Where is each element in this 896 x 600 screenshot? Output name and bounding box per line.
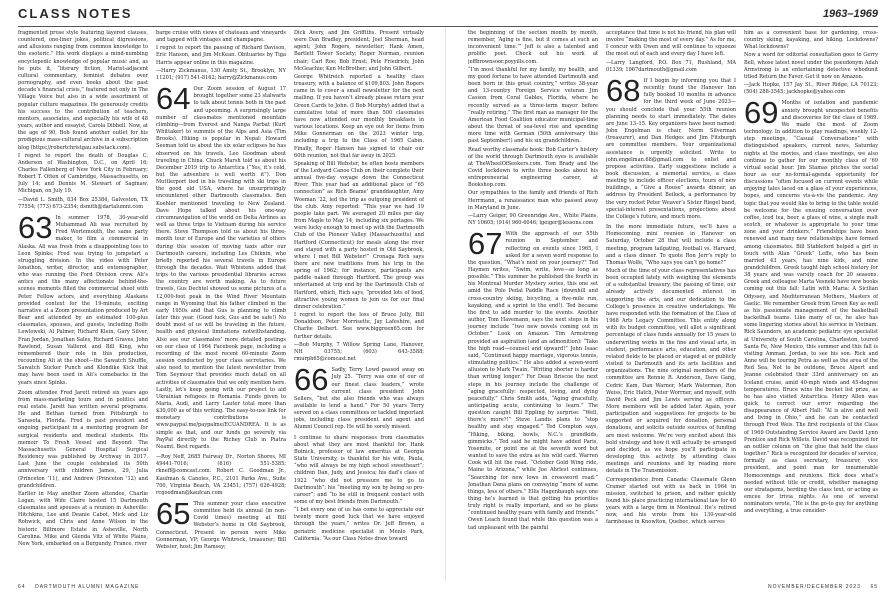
paragraph: “I’m most thankful for my family, my health, and my good fortune to have attended Dartmouth and been born in this great country,” writes 38-year and 13-country Foreign Service veteran Jim Casson from Coral Gables, Florida, where he recently served as a three-term mayor before “really retiring.” The first man as manager for the American Food Coalition educator municipal-time about the threat of sea-level rise and spending more time with German (50th anniversary this past September!) and his six grandchildren. <box>468 66 598 145</box>
class-year-number: 67 <box>468 226 503 262</box>
class-entry-1968 <box>606 72 736 221</box>
class-year-number: 69 <box>744 95 779 131</box>
class-entry-1966 <box>294 362 424 431</box>
paragraph: the beginning of the section month by month, remember, ‘Aging is fine, but it comes at such an inconvenient time.’” Jeff is also a talented and prolific poet. Check out his work at jeffbrownsoor.poyyills.com. <box>468 30 598 65</box>
correspondent-signature: —Jack Hopke, 157 Jay St., River Ridge, LA 70123; (504) 288-3545; jackhopke@yahoo.com <box>744 82 878 96</box>
correspondent-signature: —Harry Zickmanus, 130 Amity St., Brooklyn, NY 11201; (917) 541-8162; harry@Zickmanus.com <box>156 67 286 81</box>
magazine-title: DARTMOUTH ALUMNI MAGAZINE <box>35 584 140 590</box>
issue-date: NOVEMBER/DECEMBER 2023 <box>768 584 861 590</box>
class-entry-text: If I begin by informing you that I recently found the Hanover Inn fully booked 10 months in advance for the third week of June 2023—you should conclude that your 55th reunion planning needs to start immediately. The dates are June 13–15. Key organizers have been named: John Engelman is chair, Norm Silverman (treasurer), and Dan Hedges and Jim Fitzburgh are committee members. Your organizational assistance is urgently solicited. Write to john.engelman.68@gmail.com to enlist and propose activities. Early suggestions include a book discussion, a memorial service, a class meeting to include officer elections, tours of new buildings, a “Give a Rouse” awards dinner, an address by President Beilock, a performance by the very rocket Peter Weaver’s Sister Riegel band, special-interest presentations, projections about the College’s future, and much more. <box>606 77 736 220</box>
section-title: CLASS NOTES <box>18 6 133 21</box>
column-2 <box>156 30 286 578</box>
year-range: 1963–1969 <box>822 8 878 20</box>
page-number-right: 65 <box>870 584 878 590</box>
paragraph: Much of the time of your class representatives has been occupied lately with weighing the elements of a substantial treasury, the passing of time, our already actively documented interest in supporting the arts, and our dedication to the College’s presence in creative undertakings. We have responded with the formation of the Class of 1968 Arts Legacy Committee. This entity along with its budget committee, will allot a significant percentage of class funds annually for 15 years to underwriting works in the fine and visual arts, in student, performance arts, education, and other related fields to be placed or staged at or publicly visited to Dartmouth and its arts facilities and organizations. The nine original members of the committee are Rennie R. Anderson, Dave Gang, Cedric Kam, Dan Warner, Mark Waterman, Ron Weiss, Eric Hatch, Peter Worrner, and myself, with David Peck and Jim Lewis serving as officers. More members will be added later. Again, your participation and suggestions for projects to be supported or acquired for donation, personal donations, and solicits outside sources of funding are most welcome. We’re very excited about this bold strategy and how it will actually be arranged and decided, as we hope you’ll participate in developing this activity by attending class meetings and reunions and by reading more details in The Transmission. <box>606 268 736 475</box>
class-entry-1965 <box>156 496 286 551</box>
paragraph: George Whitreich reported a healthy class treasury, with a balance of $109,803. John Rogers came in to cover a small newsletter for the next mailing. If you haven’t already please return your Green Cards to John. (I Bob Murphy) added that a cumulative total of more than 500 classmates have now attended our monthly breakfasts in various locations. Keep an eye out for items from Mike Gonnerman on the 2023 winter trip, including a trip to the Class of 1965 Cabin. Finally, Roger Hansen has signed to chair our 60th reunion, not that far away in 2025. <box>294 73 424 159</box>
paragraph: him as a convenient base for gardening, cross-country skiing, kayaking, and hiking. Lockdowns? What lockdowns? <box>744 30 878 51</box>
class-entry-text: Our Zoom session of August 17 brought together some 23 stalwarts to talk about tennis both in the past and upcoming. A surprisingly large number of classmates mentioned mountain climbing—from Everest and Nanga Parbat (Kurt Whittaker) to summits of the Alps and Asia (Tim Brooks). Hiking is popular in Nepal: Howard Seeman told us about the six solar eclipses he has observed on his travels. Leo Goodman about traveling in China. Chuck Marsh told us about his December 2019 trip to Antarctica (“Yes, it’s cold, but the adventure is well worth it”). Don Muttlerport tied in his traveling with ski trips in the good old USA, where he unsurprisingly encountered other Dartmouth classmates. Ben Koehler mentioned traveling to New Zealand. Dave Hope talked about his one-way circumnavigation of the world on Delta Airlines as well as three trips to Vietnam during his service there. Steve Thompson told us about his three-month tour of Europe and the varieties of others during this session of moving taxis after our Dartmouth careers, including Les Chiknin, who briefly reported his several travels in Europe through the decades. Wait Whistens added that trips to the various presidential libraries across the country are worth making. As to future travels, Gus Dechtel showed us some pictures of a 12,000-foot peak in the Wind River Mountain range in Wyoming that his father climbed in the early 1950s and that Gus is planning to climb later this year. (Good luck, Gus and be safe!) No doubt most of us will be traveling in the future, health and physical limitations notwithstanding. Also see our classmates’ more detailed postings on our class of 1964 Facebook page, including a recording of the most recent 60-minute Zoom session conducted by your class secretaries. We also need to mention the latest newsletter from Tom Seymour that provides much detail on all activities of classmates that we only mention here. Lastly, let’s keep going with our project to aid Ukrainian refugees in Romania. Funds given to Maria, Audi, and Larry Lauter total more than $30,000 as of this writing. The easy-to-use link for monetary contributions is www.paypal.me/paypalme/ECUANDREA. It is as simple as that, and our funds go severely via PayPal directly to the Richey Club in Piatra Neamt. Best regards. <box>156 86 286 450</box>
footer-left <box>18 584 139 590</box>
footer-right <box>768 584 878 590</box>
class-year-number: 66 <box>294 362 329 398</box>
paragraph: “I bet every one of us has come to appreciate our twenty more good luck that we have enjoyed through the years,” writes Dr. Jeff Brown, a geriatric medicine specialist in Menlo Park, California. “As our Class Notes draw toward <box>294 507 424 542</box>
paragraph: I regret to report the passing of Richard Davison, Eric Hanson, and Jim McKean. Obituaries by Tiga Harris appear online in this magazine. <box>156 45 286 66</box>
correspondent-signature: —David L. Smith, 834 Box 25384, Galveston, TX 77554; (773) 673-2354; dsmith@dartalumni.com <box>18 196 148 210</box>
class-entry-text: Sadly, Terry Lowd passed away on July 25. “Terry was one of our of our finest class leaders,” wrote current class president John Sellers, “but she also friends who was always available to lend a hand.” For 50 years Terry served on a class committees or tackled important jobs, including class president and agent and Alumni Council rep. He will be sorely missed. <box>294 367 424 431</box>
column-5 <box>606 30 736 578</box>
column-1 <box>18 30 148 578</box>
class-entry-1967 <box>468 226 598 532</box>
class-year-number: 63 <box>18 209 53 245</box>
paragraph: Now a word for editorial consultation goes to Gerry Bell, whose latest novel under the pseudonym Adah Armstrong is an entertaining detective whodunit titled Return the Favor. Get it now on Amazon. <box>744 52 878 80</box>
paragraph: acceptance that time is not his friend, his plan will involve “making the most of every day.” As for me, I concur with Owen and will continue to squeeze the most out of each and every day I have left. <box>606 30 736 58</box>
column-3 <box>294 30 424 578</box>
class-year-number: 68 <box>606 72 641 108</box>
paragraph: fragmented prose style featuring layered clauses, countered, one-liner jokes, political digressions, and allusions ranging from common knowledge to the esoteric.” His work displays a mind-numbing encyclopedic knowledge of popular music and, as he puts it, “literary fiction, Marist-adjacent cultural commentary, feminist debates over pornography, and even books about the past decade’s financial crisis,” featured not only in The Village Voice but also in a wide assortment of popular culture magazines. He generously credits his success to the contribution of teachers, mentors, associates, and especially his wife of 48 years, author and essayist, Carola Dibbell. Now, at the age of 90, Bob found another outlet for his prodigious mass-cultural archive in a subscription blog (https://robertchristgau.substack.com). <box>18 30 148 151</box>
correspondent-signature: —Roy Neff, 2685 Fairway Dr., Norton Shores, MI 49441-7016; (616) 551-5385; rkneff@comcast.com. Robert C. Goodman Jr., Kaufman & Canoles, P.C., 2101 Parks Ave., Suite 700, Virginia Beach, VA 23451; (757) 626-4928; rcgoodman@kaufcan.com <box>156 454 286 496</box>
class-entry-text: Months of isolation and pandemic anxiety brought unexpected benefits and discoveries for the class of 1969. We made the most of Zoom technology. In addition to play readings, weekly 12-step meetings, “Casual Conversations” with distinguished speakers, current news, Saturday nights at the movies, and class meetings, we also continue to gather for our monthly class of ’69 virtual social hour. Jim Stamas pitches the social hour as our no-formal-agenda opportunity for discussions “often focused on current events while enjoying tales laced on a glass of your experiences, hopes, and concerns vis-à-vis the pandemic. Any topic that you would like to bring to the table would be welcome for the ensuing conversation over coffee, iced tea, beer, a glass of wine, a single malt scotch, or whatever is appropriate to your time zone and your drinkers.” Friendships have been renewed and many new relationships have formed among classmates. Bill Stableford helped a girl in touch with Alan “Greek” Leffe, who has been married 43 years, has nine kids, and nine grandchildren. Greek taught high school history for 38 years and was varsity coach for 20 seasons. Greek and colleague Marta Vesneki have new books coming out this fall: Latin with Maria: A Sicilian Odyssey, and Mediterranean Mothers, Masters of Gaelic. We remember Greek from Green Key as well as his passionate management of the basketball backetball teams. Like many of us, he also has some lingering stories about his service in Vietnam. Rick Saunders, an academic pediatric eye specialist at University of South Carolina, Charleston, toured Santa Fe, New Mexico, this summer and this fall is visiting Amman, Jordan, to see his son. Rick and Anne will be touring Petra as well as the area of the Red Sea. Not to be outdone, Bruce Alpert and Jeanne celebrated their 33rd anniversary on an Iceland cruise, amid 40-mph winds and 45-degree temperatures. Bruce wins the bucket list prize, as he has also visited Antarctica. Henry Allen was quick to correct our error regarding the disappearance of Albert Hall: “Al is alive and well and living in Ohio,” and he can be contacted through Fred Weis. The first recipients of the Class of 1969 Outstanding Service Award are David Lynn Prentice and Rick Willets. David was recognized for an outlier column on “the glue that held the class together.” Rick is recognized for decades of service, formally as class secretary, treasurer, vice president, and point man for innumerable Homecomings and reunions. Rick does what’s needed without title or credit, whether managing our stratagems, herding the class text, or acting as emcee for trivia nights. As one of several nominators wrote, “He is the go-to guy for anything and everything, a true consider- <box>744 100 878 515</box>
paragraph: I continue to share responses from classmates about what they are most thankful for. Hank Botnick, professor of law emeritus at Georgia State University, is thankful for his wife, Paula, “who will always be my high school sweetheart”; children Dan, Judy, and Jessica; his dad’s class of 1922 “who did not pressure me to go to Dartmouth”; his “meeting my son by being so pro-career”; and “to be still in frequent contact with some of my best friends from Dartmouth.” <box>294 434 424 505</box>
column-4 <box>468 30 598 578</box>
paragraph: Speaking of Bill Webster, he often hosts members of the Ledyard Canoe Club on their complete their annual five-day voyage down the Connecticut River. This year had an additional place of “65 connection” as Rich Beame’ granddaughter, Amy Woeman ’22, led the trip as outgoing president of the club. Amy reported: “This year we had 19 people take part. We averaged 20 miles per day from Maple to May 14, including six portages. We were lucky enough to meet up with the Dartmouth Club of the Pioneer Valley (Massachusetts) and Hartford (Connecticut) for meals along the river and stayed with a party hosted in Old Saybrook, where I met Bill Webster!” Cronaga Rich says there are new traditions from his trip in the spring of 1962; for instance, participants are paddle naked through Hartford. The group was entertained at trip end by the Dartmouth Club of Hartford, which, Rich says, “provided lots of food, attractive young women to join us for our final dinner celebration.” <box>294 160 424 310</box>
paragraph: Dick Avery, and Jim Griffiths. Present virtually were Dan Bradley, president; Joel Sherman, head agent; John Rogers, newsletter; Hank Amen, Bartlett Tower Society; Roger Norman, reunion chair; Carl Roe; Bob Ernst; Pete Friedrich; John McGeachie; Ken McBrother; and John Gilbert. <box>294 30 424 72</box>
column-6 <box>744 30 878 578</box>
correspondent-signature: —Larry Langford, P.O. Box 71, Rushland, MA 01339; 1967dartmouth@gmail.com <box>606 59 736 73</box>
page-header <box>18 6 878 24</box>
class-entry-text: This summer your class executive committee held its annual (in non-Covid times) meeting at Bill Webster’s home in Old Saybrook, Connecticut. Present in person were Mike Gonnerman, VP; George Whitrock, treasurer; Bill Webster, host; Jim Ramsey; <box>156 501 286 550</box>
class-entry-1969 <box>744 95 878 515</box>
paragraph: Read worthy classmate book: Bob Carter’s history of the world through Dartmouth eyes is available at TheWheelOfSeekers.com. Tom Brady and the Covid lockdown to write three books about his entrepreneurial engineering career, at Bookshop.com. <box>468 146 598 189</box>
paragraph: I regret to report the loss of Bruce Jolly, Bill Donaldson, Peter Morrisette, Jay Lafeshire, and Charlie Delhert. See www.biggreen65.com for further details. <box>294 312 424 340</box>
paragraph: Our sympathies to the family and friends of Rich Herrmann, a renaissance man who passed away in Maryland in June. <box>468 190 598 211</box>
page-number-left: 64 <box>18 584 26 590</box>
class-year-number: 65 <box>156 496 191 531</box>
class-entry-1963 <box>18 209 148 387</box>
paragraph: Zoom attendee Fred Jarett retired six years ago from mass-marketing tours and in politics and real estate. Jarett has written several programs. He and Bethan turned from Pittsburgh to Sarasota, Florida. Fred is past president and ongoing participant in a mentoring program for surgical residents and medical students. His memoir To Fresh Vessel and Beyond: The Massachusetts General Hospital Surgical Residency was published by Archway in 2017. Last June the couple celebrated its 50th anniversary with children James, 29, Julia (Princeton ’11), and Andrew (Princeton ’12) and grandchildren. <box>18 389 148 489</box>
header-rule <box>18 26 878 27</box>
correspondent-signature: —Larry Geiger, 90 Greenridge Ave., White Plains, NY 10605; (914) 960-6046; lgeiger@lessons.com <box>468 212 598 227</box>
paragraph: Correspondence from Canada: Classmate Glenn Cramer started out with us back in 1964 in mission, switched to prison, and rather quickly found his place practicing international law for 40 years with a large firm in Montreal. He’s retired now, and his wrote from his 130-year-old farmhouse in Knowlton, Quebec, which serves <box>606 476 736 526</box>
paragraph: Earlier in May another Zoom attendee, Charlie Logan, with Wife Claire hosted 15 Dartmouth classmates and spouses at a reunion in Asheville: Hitchkins, Lee and Deanie Cabot, Mick and Liz Rohwick, and Chris and Anne Wilson in the historic Biltmore Estate in Asheville, North Carolina. Mike and Glenda Vitz of White Plains, New York, embarked on a Burgundy, France, river <box>18 490 148 547</box>
class-entry-1964 <box>156 81 286 451</box>
class-entry-text: In summer 1978, 30-year-old Muhammad Ali was recruited by Fred Wortemouth, the same party maker, to film a commercial in Alaska. Ali was fresh from a disappointing loss to Leon Spinks; Fred was trying to jumpstart a struggling division. In the video with Peter Ionathon, writer, director, and entomographer, who was running the Ford Division crew. Ali’s antics and the many affectionate behind-the-scenes moments filled the commercial shoot with Peter. Fellow actors, and everything Alaskans provided context for the 19-minute, exciting narrative at a Zoom presentation produced by Art Bear and attended by an estimated 100-plus classmates, spouses, and guests, including Rolfe Lowlowski, Al Palmer, Richard Klein, Gary Silver, Fran Jordan, Jonathan Sales, Richard Graves, John Rawlend, Susan Vallerot and Bill King, who remembered their role in this production, recounting Ali at the shoot—the Sawatch Shuffle, Sawatch Sucker Punch and Klondike Kick that may have been used in Ali’s comebacks in the years since Spinks. <box>18 214 148 386</box>
paragraph: barge cruise with views of chateaux and vineyards and tapped with vintages and champagne. <box>156 30 286 44</box>
class-entry-text: With the approach of our 55th reunion in September and reflecting on events since 1965, I asked for a seven word response to the question, “What’s next on your journey?” Ted Haymen writes, “Swim, write, love—as long as possible.” This summer he published the fourth in his Montreal Murder Mystery series, this one set amid the Pole Pedal Paddle Race (downhill and cross-country skiing, bicycling, a five-mile run, kayaking, and a sprint to the end!). Ted became the first to add murder to the events. Another author, Tom Havemann, says the next steps in his journey include “two new novels coming out in October.” Look on Amazon. Tim Armstrong provided an aspiration (and an admonition): “Take the high road—counsel and upward!” John Isaac said, “Continued happy marriage, vigorous tennis, stimulating politics.” He also added a seven-word allusion to Mark Twain, “Writing shorter is harder than writing longer.” For Dean Briscoe the next steps in his journey include the challenge of “aging gracefully: respected, loving, and dying peacefully.” Chris Smith adds, “Aging gracefully, anticipating acute, continuing to learn.” The question caught Bill Eppling by surprise: “Well, there’s more?!” Steve Landis plans to “stop healthy and stay engaged.” Ted Compton says, “Hiking, biking, bowls, N.C.’s grandkids, gimmicks.” Ted said he might have added Paris, Yosemite, or point me at the seventh word but wanted to save the extra as his wild card. Warren Cook will hit the road. “October Gold Wing ride, Maine to Arizona,” while Joe Ahrlest continues, “Searching for new lows in crossword road.” Jonathan Dana plans on conveying “more of same things, less of others.” Ellis Hagenbaugh says one thing he’s learned is that getting his priorities truly right is really important, and so he plans “continued healthy years with family and friends.” Owen Leach found that while this question was a tad unpleasant with the painful <box>468 231 598 531</box>
paragraph: I regret to report the death of Douglas C. Anderson of Washington, D.C., on April 16; Charles Fallenberg of New York City in February; Robert T. Otten of Cambridge, Massachusetts, on July 14; and Dennis M. Stewart of Saginaw, Michigan, on July 19. <box>18 152 148 195</box>
paragraph: In the more immediate future, we’ll have a Homecoming mini reunion in Hanover on Saturday, October 28 that will include a class meeting, program tailgating, football vs. Harvard, and a class dinner. To quote Ron Jerr’s reply to Thomas Wolfe, “Who says you can’t go home?” <box>606 224 736 266</box>
class-year-number: 64 <box>156 81 191 117</box>
page-gutter <box>445 28 446 580</box>
correspondent-signature: —Bob Murphy, 7 Willow Spring Lane, Hanover, NH 03755; (603) 643-3588; rmurph65@comcast.net <box>294 341 424 363</box>
